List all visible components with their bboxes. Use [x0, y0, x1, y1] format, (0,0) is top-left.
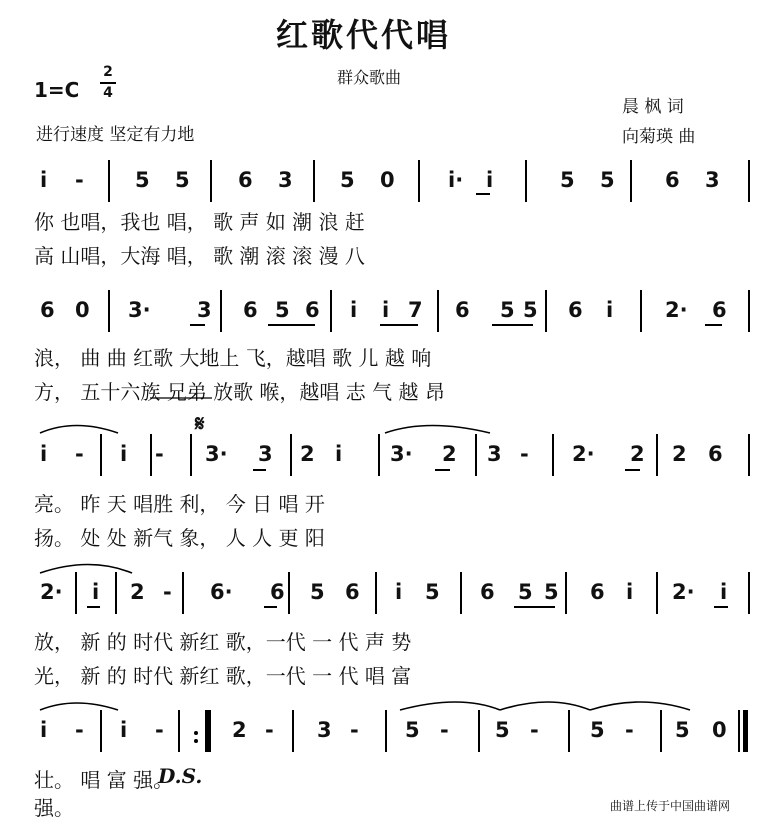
- tempo-marking: 进行速度 坚定有力地: [36, 125, 195, 145]
- note: i: [486, 168, 494, 192]
- lyrics-line: 放， 新 的 时代 新红 歌，一代 一 代 声 势: [34, 630, 412, 654]
- note: 5: [310, 580, 325, 604]
- note: -: [75, 168, 84, 192]
- barline-thick: [743, 710, 748, 752]
- note: 3: [258, 442, 273, 466]
- note: i: [92, 580, 100, 604]
- lyrics-line: 光， 新 的 时代 新红 歌，一代 一 代 唱 富: [34, 664, 412, 688]
- note: 6: [665, 168, 680, 192]
- note: 6: [238, 168, 253, 192]
- note: i: [120, 718, 128, 742]
- barline-thick: [207, 710, 211, 752]
- watermark-footer: 曲谱上传于中国曲谱网: [610, 799, 731, 813]
- note: 5: [518, 580, 533, 604]
- note: 2: [672, 442, 687, 466]
- note: i: [120, 442, 128, 466]
- note: 0: [380, 168, 395, 192]
- note: 3: [705, 168, 720, 192]
- note: 0: [712, 718, 727, 742]
- note: i: [606, 298, 614, 322]
- note: -: [530, 718, 539, 742]
- note: -: [520, 442, 529, 466]
- note: 2·: [572, 442, 595, 466]
- note: 3·: [390, 442, 413, 466]
- note: 5: [340, 168, 355, 192]
- note: 6: [345, 580, 360, 604]
- note: 5: [495, 718, 510, 742]
- note: i: [626, 580, 634, 604]
- ds-marking: D.S.: [158, 764, 203, 788]
- key-signature: 1=C: [34, 78, 80, 102]
- note: -: [440, 718, 449, 742]
- note: -: [163, 580, 172, 604]
- note: 2: [232, 718, 247, 742]
- note: -: [265, 718, 274, 742]
- note: 6: [270, 580, 285, 604]
- note: i: [40, 168, 48, 192]
- time-signature-bottom: 4: [103, 85, 113, 101]
- song-title: 红歌代代唱: [276, 16, 452, 54]
- note: -: [75, 442, 84, 466]
- note: 7: [408, 298, 423, 322]
- note: 5: [675, 718, 690, 742]
- note: 6: [568, 298, 583, 322]
- note: i: [382, 298, 390, 322]
- note: 6: [305, 298, 320, 322]
- note: 2: [442, 442, 457, 466]
- composer-credit: 向菊瑛 曲: [622, 127, 696, 147]
- note: 2·: [672, 580, 695, 604]
- note: 6: [708, 442, 723, 466]
- note: i: [335, 442, 343, 466]
- note: 6: [480, 580, 495, 604]
- note: 2: [300, 442, 315, 466]
- note: 5: [560, 168, 575, 192]
- note: 5: [175, 168, 190, 192]
- note: -: [75, 718, 84, 742]
- note: 3·: [205, 442, 228, 466]
- note: 5: [590, 718, 605, 742]
- lyrics-line: 亮。 昨 天 唱胜 利， 今 日 唱 开: [34, 492, 325, 516]
- note: 5: [425, 580, 440, 604]
- note: 5: [544, 580, 559, 604]
- note: 5: [500, 298, 515, 322]
- segno-sign: 𝄋: [195, 412, 205, 437]
- note: 2: [630, 442, 645, 466]
- note: 5: [600, 168, 615, 192]
- note: i: [720, 580, 728, 604]
- repeat-dot: [194, 731, 198, 735]
- note: i·: [448, 168, 464, 192]
- note: 3: [278, 168, 293, 192]
- note: 3: [197, 298, 212, 322]
- note: i: [40, 442, 48, 466]
- lyrics-line: 你 也唱，我也 唱， 歌 声 如 潮 浪 赶: [34, 210, 365, 234]
- time-signature-top: 2: [103, 64, 113, 80]
- note: i: [395, 580, 403, 604]
- note: 6·: [210, 580, 233, 604]
- note: 2·: [665, 298, 688, 322]
- note: 2·: [40, 580, 63, 604]
- lyrics-line: 高 山唱，大海 唱， 歌 潮 滚 滚 漫 八: [34, 244, 365, 268]
- note: -: [625, 718, 634, 742]
- note: 5: [523, 298, 538, 322]
- note: 5: [135, 168, 150, 192]
- note: 5: [405, 718, 420, 742]
- lyrics-line: 强。: [34, 796, 74, 820]
- repeat-dot: [194, 739, 198, 743]
- song-subtitle: 群众歌曲: [337, 68, 402, 87]
- note: 3·: [128, 298, 151, 322]
- note: 2: [130, 580, 145, 604]
- note: 5: [275, 298, 290, 322]
- note: 6: [243, 298, 258, 322]
- lyrics-line: 扬。 处 处 新气 象， 人 人 更 阳: [34, 526, 325, 550]
- note: -: [350, 718, 359, 742]
- note: 6: [590, 580, 605, 604]
- note: -: [155, 718, 164, 742]
- lyricist-credit: 晨 枫 词: [622, 97, 684, 117]
- note: 0: [75, 298, 90, 322]
- note: i: [350, 298, 358, 322]
- note: 6: [455, 298, 470, 322]
- note: 6: [712, 298, 727, 322]
- lyrics-line: 壮。 唱 富 强。: [34, 768, 174, 792]
- lyrics-line: 浪， 曲 曲 红歌 大地上 飞，越唱 歌 儿 越 响: [34, 346, 432, 370]
- note: -: [155, 442, 164, 466]
- note: i: [40, 718, 48, 742]
- note: 3: [487, 442, 502, 466]
- lyrics-line: 方， 五十六族 兄弟 放歌 喉，越唱 志 气 越 昂: [34, 380, 445, 404]
- note: 6: [40, 298, 55, 322]
- note: 3: [317, 718, 332, 742]
